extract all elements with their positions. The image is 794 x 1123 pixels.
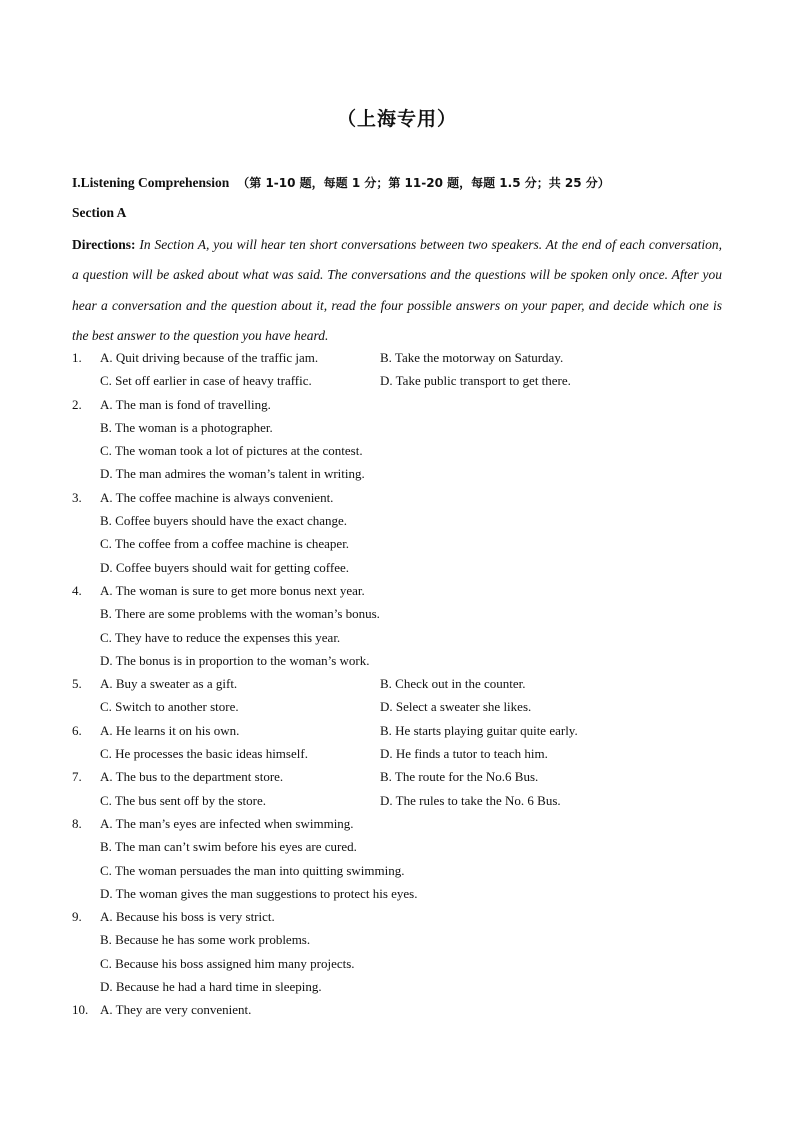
question-number-spacer — [72, 649, 100, 672]
question-row — [72, 439, 732, 462]
answer-option: C. Set off earlier in case of heavy traffic. — [100, 373, 312, 389]
question-number: 3. — [72, 489, 82, 505]
question-number-spacer — [72, 509, 100, 532]
answer-option: A. Quit driving because of the traffic jam. — [100, 350, 319, 365]
question-number-spacer — [72, 695, 100, 718]
question-row — [72, 556, 732, 579]
question-number-spacer — [72, 602, 100, 625]
answer-option: B. Check out in the counter. — [380, 676, 526, 692]
question-number-spacer — [72, 789, 100, 812]
answer-option: A. The man is fond of travelling. — [100, 396, 271, 412]
answer-option: A. The bus to the department store. — [100, 769, 284, 785]
question-row — [72, 346, 732, 369]
answer-option: D. The bonus is in proportion to the woman’s work. — [100, 652, 370, 668]
question-number-spacer — [72, 975, 100, 998]
question-number-spacer — [72, 416, 100, 439]
answer-option: D. The man admires the woman’s talent in writing. — [100, 466, 365, 482]
directions-label: Directions: — [72, 237, 136, 252]
question-row — [72, 928, 732, 951]
question-row — [72, 416, 732, 439]
question-number-spacer — [72, 369, 100, 392]
answer-option: C. The bus sent off by the store. — [100, 792, 266, 808]
answer-option: C. He processes the basic ideas himself. — [100, 746, 308, 762]
question-number: 9. — [72, 909, 82, 925]
question-row — [72, 509, 732, 532]
question-row — [72, 998, 732, 1021]
answer-option: B. He starts playing guitar quite early. — [380, 722, 578, 738]
answer-option: B. The man can’t swim before his eyes are cured. — [100, 839, 357, 855]
answer-option: A. The coffee machine is always convenient. — [100, 489, 334, 505]
question-row — [72, 695, 732, 718]
answer-option: C. Switch to another store. — [100, 699, 239, 715]
question-row — [72, 579, 732, 602]
question-row — [72, 393, 732, 416]
question-row — [72, 975, 732, 998]
question-row — [72, 626, 732, 649]
question-row — [72, 905, 732, 928]
answer-option: D. The woman gives the man suggestions to protect his eyes. — [100, 885, 418, 901]
question-row — [72, 672, 732, 695]
page-title: （上海专用） — [336, 108, 457, 130]
question-number: 4. — [72, 582, 82, 598]
question-row — [72, 952, 732, 975]
question-row — [72, 765, 732, 788]
answer-option: D. He finds a tutor to teach him. — [380, 746, 548, 762]
part-heading — [72, 174, 610, 191]
question-row — [72, 649, 732, 672]
answer-option: D. Select a sweater she likes. — [380, 699, 532, 715]
section-heading: Section A — [72, 205, 127, 220]
question-row — [72, 742, 732, 765]
question-list — [72, 346, 732, 1022]
answer-option: C. They have to reduce the expenses this year. — [100, 629, 341, 645]
answer-option: D. Take public transport to get there. — [380, 373, 571, 389]
question-number-spacer — [72, 859, 100, 882]
question-row — [72, 486, 732, 509]
question-number: 6. — [72, 722, 82, 738]
question-row — [72, 602, 732, 625]
question-row — [72, 812, 732, 835]
question-number-spacer — [72, 439, 100, 462]
question-number-spacer — [72, 952, 100, 975]
answer-option: A. Because his boss is very strict. — [100, 909, 275, 925]
directions-paragraph — [72, 230, 722, 351]
question-row — [72, 462, 732, 485]
question-row — [72, 859, 732, 882]
answer-option: C. The woman took a lot of pictures at the contest. — [100, 443, 363, 459]
answer-option: A. The man’s eyes are infected when swimming. — [100, 815, 354, 831]
answer-option: A. The woman is sure to get more bonus next year. — [100, 582, 365, 598]
answer-option: D. Because he had a hard time in sleeping. — [100, 979, 322, 995]
question-number-spacer — [72, 626, 100, 649]
question-number: 7. — [72, 769, 82, 785]
question-number-spacer — [72, 882, 100, 905]
question-row — [72, 789, 732, 812]
question-number-spacer — [72, 835, 100, 858]
question-number: 10. — [72, 1002, 89, 1018]
question-number-spacer — [72, 742, 100, 765]
answer-option: C. Because his boss assigned him many projects. — [100, 955, 355, 971]
answer-option: C. The coffee from a coffee machine is cheaper. — [100, 536, 350, 552]
question-number: 1. — [72, 350, 82, 365]
question-number: 5. — [72, 676, 82, 692]
part-heading-english: I.Listening Comprehension — [72, 175, 230, 190]
part-heading-scoring: （第 1-10 题，每题 1 分；第 11-20 题，每题 1.5 分；共 25 分） — [237, 176, 610, 190]
question-number: 2. — [72, 396, 82, 412]
question-row — [72, 369, 732, 392]
answer-option: B. The woman is a photographer. — [100, 419, 273, 435]
question-row — [72, 719, 732, 742]
answer-option: B. Because he has some work problems. — [100, 932, 311, 948]
question-number: 8. — [72, 815, 82, 831]
question-row — [72, 532, 732, 555]
answer-option: B. Coffee buyers should have the exact change. — [100, 513, 348, 529]
question-row — [72, 835, 732, 858]
answer-option: B. There are some problems with the woman’s bonus. — [100, 606, 380, 622]
answer-option: B. The route for the No.6 Bus. — [380, 769, 539, 785]
question-number-spacer — [72, 556, 100, 579]
answer-option: B. Take the motorway on Saturday. — [380, 350, 564, 365]
question-number-spacer — [72, 462, 100, 485]
answer-option: A. He learns it on his own. — [100, 722, 240, 738]
question-number-spacer — [72, 928, 100, 951]
answer-option: D. Coffee buyers should wait for getting coffee. — [100, 559, 349, 575]
question-number-spacer — [72, 532, 100, 555]
answer-option: D. The rules to take the No. 6 Bus. — [380, 792, 561, 808]
answer-option: A. They are very convenient. — [100, 1002, 252, 1018]
answer-option: C. The woman persuades the man into quitting swimming. — [100, 862, 405, 878]
question-row — [72, 882, 732, 905]
answer-option: A. Buy a sweater as a gift. — [100, 676, 238, 692]
directions-text: In Section A, you will hear ten short conversations between two speakers. At the end of each conversation, a question will be asked about what was said. The conversations and the questions will be spoken only once. After you hear a conversation and the question about it, read the four possible answers on your paper, and decide which one is the best answer to the question you have heard. — [72, 237, 723, 343]
